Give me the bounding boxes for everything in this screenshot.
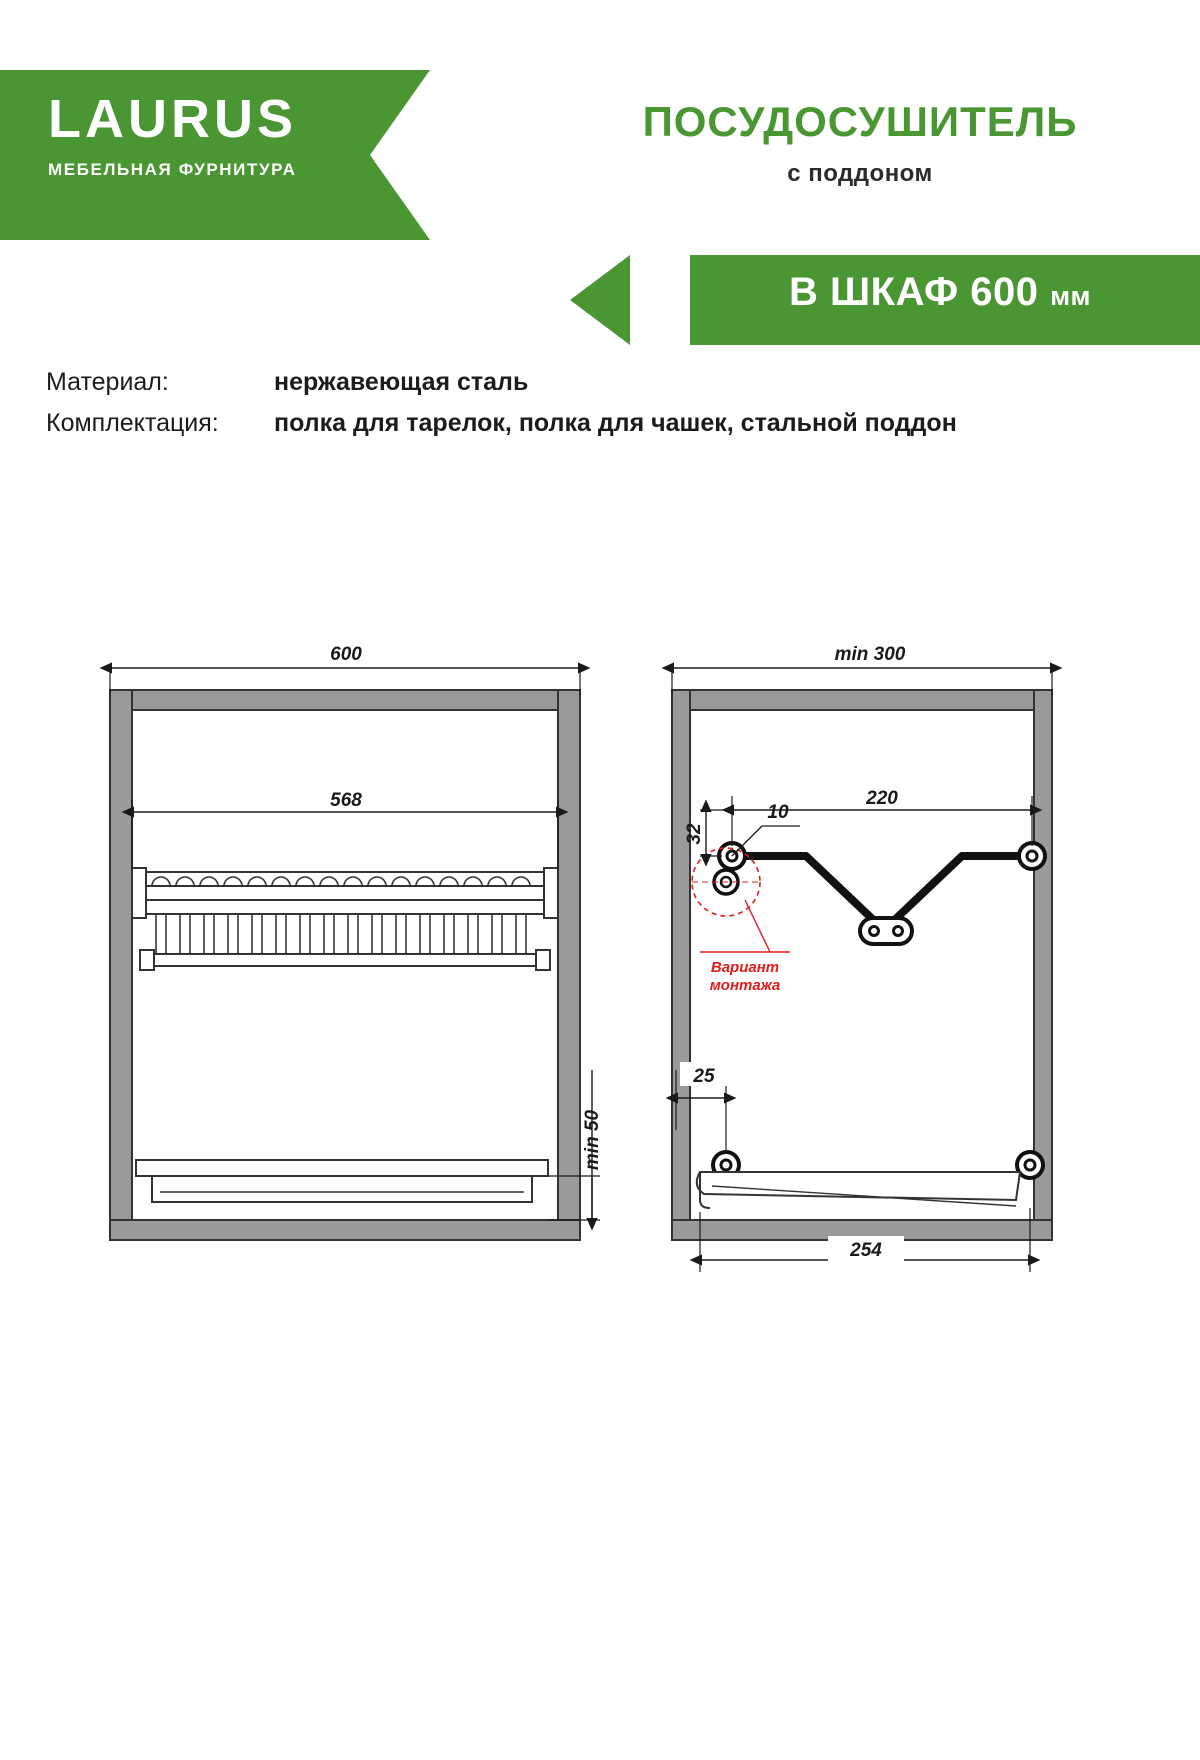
dim-side-span: 220: [866, 788, 898, 809]
page-subtitle: с поддоном: [787, 160, 933, 187]
header-arrow-right: [570, 255, 630, 345]
note-mount-option-line1: Вариант: [710, 959, 780, 976]
dim-side-top-offset: 32: [684, 823, 705, 845]
dim-side-depth: min 300: [834, 644, 906, 665]
spec-value-contents: полка для тарелок, полка для чашек, стальной поддон: [274, 409, 957, 437]
cabinet-size-text: В ШКАФ 600: [788, 270, 1039, 314]
dim-side-left-offset: 25: [693, 1066, 715, 1087]
cabinet-size-banner: [700, 270, 1180, 315]
spec-label-contents: Комплектация:: [46, 409, 219, 437]
brand-name: LAURUS: [48, 89, 297, 149]
page-header: [0, 70, 1200, 314]
front-view: [110, 638, 603, 1240]
brand-logo: [48, 89, 348, 180]
spec-row-contents: [46, 409, 957, 438]
spec-value-material: нержавеющая сталь: [274, 368, 529, 396]
dim-front-inner-width: 568: [330, 790, 362, 811]
spec-row-material: [46, 368, 957, 397]
spec-list: [46, 368, 957, 450]
brand-tagline: МЕБЕЛЬНАЯ ФУРНИТУРА: [48, 160, 297, 179]
dim-front-width: 600: [330, 644, 362, 665]
cabinet-size-unit: мм: [1050, 281, 1092, 311]
technical-drawing: [0, 600, 1200, 1320]
side-view: [672, 638, 1052, 1272]
note-mount-option-line2: монтажа: [709, 977, 781, 994]
page-title: ПОСУДОСУШИТЕЛЬ: [642, 98, 1078, 145]
dim-tray-width: 254: [850, 1240, 882, 1261]
dim-hole-diameter: 10: [767, 802, 789, 823]
spec-label-material: Материал:: [46, 368, 169, 396]
header-arrow-left: [370, 70, 430, 240]
dim-front-bottom-gap: min 50: [582, 1109, 603, 1171]
